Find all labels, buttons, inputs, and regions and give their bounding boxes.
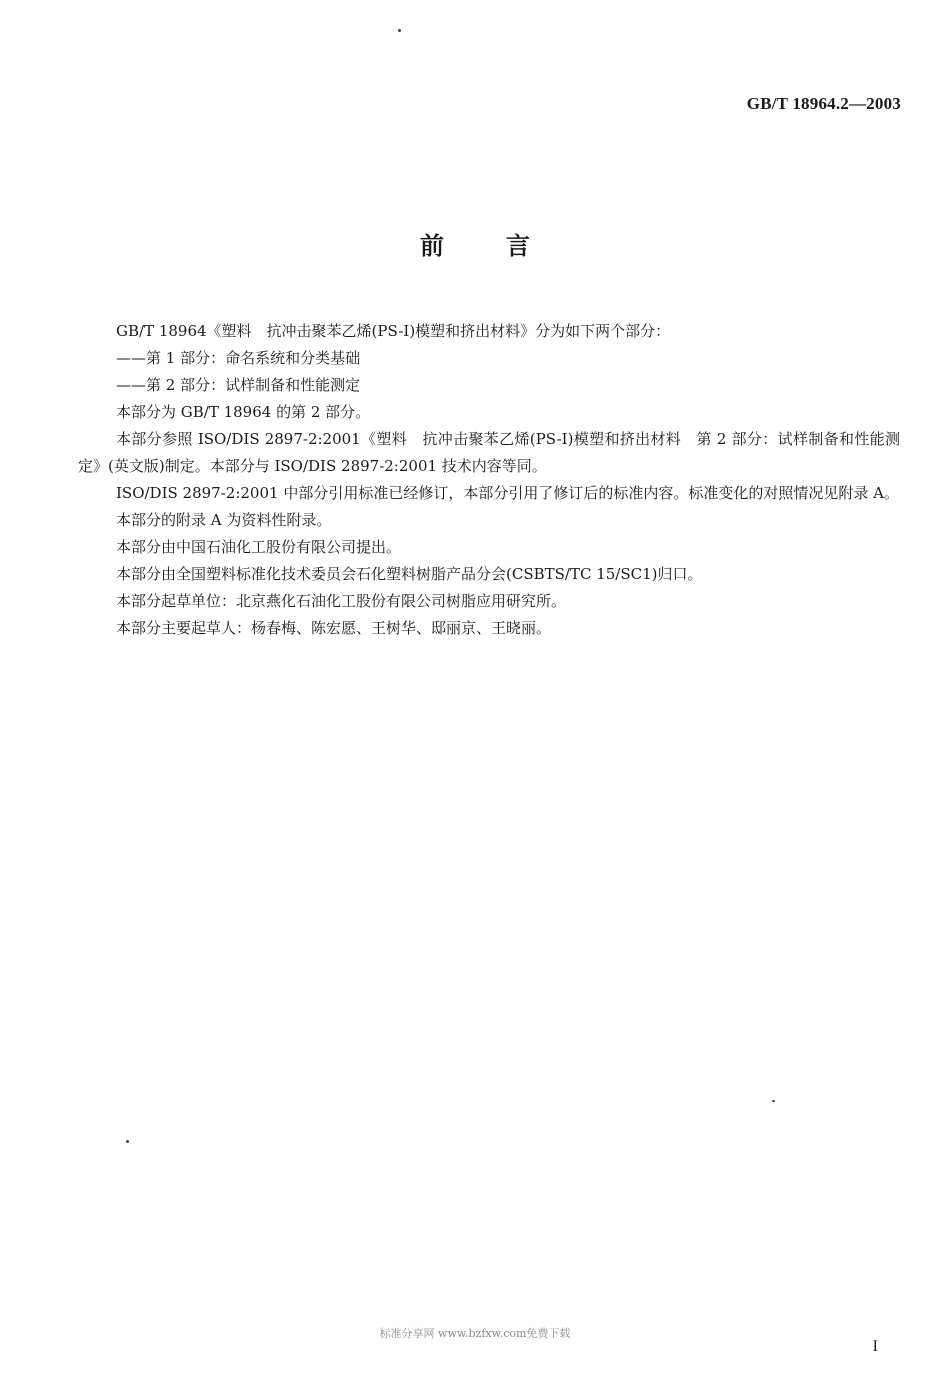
paragraph: ——第 2 部分：试样制备和性能测定 [116,376,361,394]
paragraph: ——第 1 部分：命名系统和分类基础 [116,349,361,367]
page-title: 前言 [420,232,592,260]
paragraph: 本部分为 GB/T 18964 的第 2 部分。 [116,403,371,421]
paragraph: 本部分主要起草人：杨春梅、陈宏愿、王树华、邸丽京、王晓丽。 [116,619,552,637]
paragraph: ISO/DIS 2897-2:2001 中部分引用标准已经修订，本部分引用了修订后的标准内容。标准变化的对照情况见附录 A。 [116,484,899,502]
watermark-footer: 标准分享网 www.bzfxw.com免费下载 [379,1327,571,1340]
scan-speck [398,29,401,32]
scan-speck [126,1140,129,1143]
paragraph: 本部分参照 ISO/DIS 2897-2:2001《塑料 抗冲击聚苯乙烯(PS-I)模塑和挤出材料 第 2 部分：试样制备和性能测定》(英文版)制定。本部分与 ISO/DIS 2897-2:2001 技术内容等同。 [78,430,900,475]
paragraph: 本部分起草单位：北京燕化石油化工股份有限公司树脂应用研究所。 [116,592,567,610]
standard-code: GB/T 18964.2—2003 [746,94,901,113]
paragraph: 本部分由中国石油化工股份有限公司提出。 [116,538,402,556]
scan-speck [772,1100,775,1102]
paragraph: GB/T 18964《塑料 抗冲击聚苯乙烯(PS-I)模塑和挤出材料》分为如下两个部分： [116,322,671,340]
foreword-body [78,318,900,642]
paragraph: 本部分的附录 A 为资料性附录。 [116,511,332,529]
paragraph: 本部分由全国塑料标准化技术委员会石化塑料树脂产品分会(CSBTS/TC 15/SC1)归口。 [116,565,703,583]
page-number: I [872,1338,878,1355]
